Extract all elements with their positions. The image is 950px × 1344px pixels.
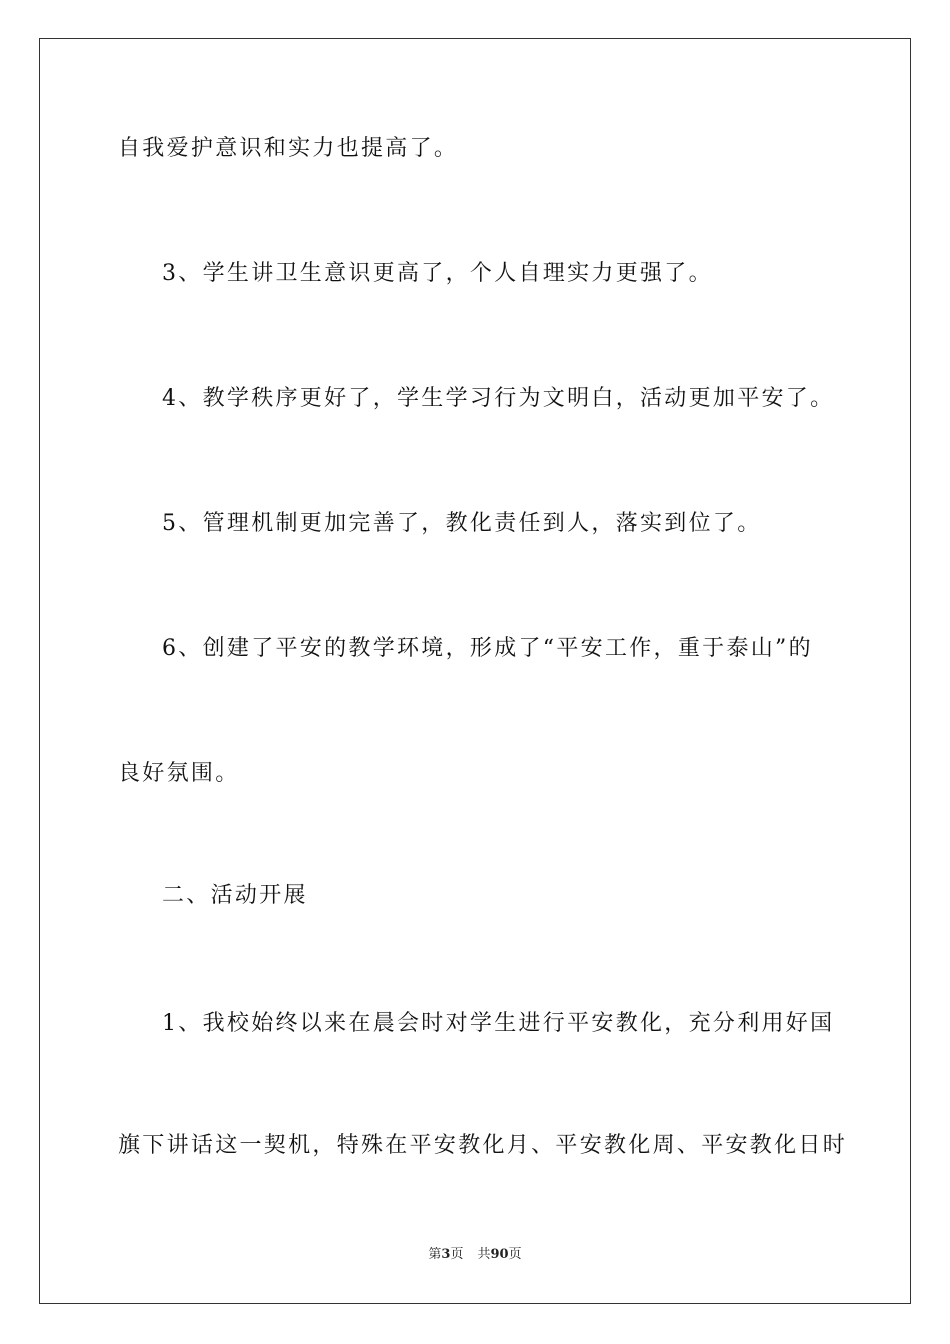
- text-line-2: 3、学生讲卫生意识更高了，个人自理实力更强了。: [162, 261, 713, 286]
- page-suffix: 页: [450, 1247, 464, 1262]
- page-footer: [0, 1246, 950, 1264]
- text-line-3: 4、教学秩序更好了，学生学习行为文明白，活动更加平安了。: [162, 386, 835, 411]
- page-border: [39, 38, 911, 1304]
- text-line-8: 1、我校始终以来在晨会时对学生进行平安教化，充分利用好国: [162, 1011, 835, 1036]
- page-prefix: 第: [428, 1247, 442, 1262]
- page-number: 3: [441, 1247, 451, 1262]
- total-pages: 90: [490, 1247, 509, 1262]
- text-line-9: 旗下讲话这一契机，特殊在平安教化月、平安教化周、平安教化日时: [118, 1133, 848, 1158]
- text-line-1: 自我爱护意识和实力也提高了。: [118, 136, 459, 161]
- text-line-6: 良好氛围。: [118, 761, 240, 786]
- text-line-4: 5、管理机制更加完善了，教化责任到人，落实到位了。: [162, 511, 762, 536]
- total-prefix: 共: [477, 1247, 491, 1262]
- section-heading: 二、活动开展: [162, 883, 308, 908]
- total-suffix: 页: [508, 1247, 522, 1262]
- text-line-5: 6、创建了平安的教学环境，形成了“平安工作，重于泰山”的: [162, 636, 813, 661]
